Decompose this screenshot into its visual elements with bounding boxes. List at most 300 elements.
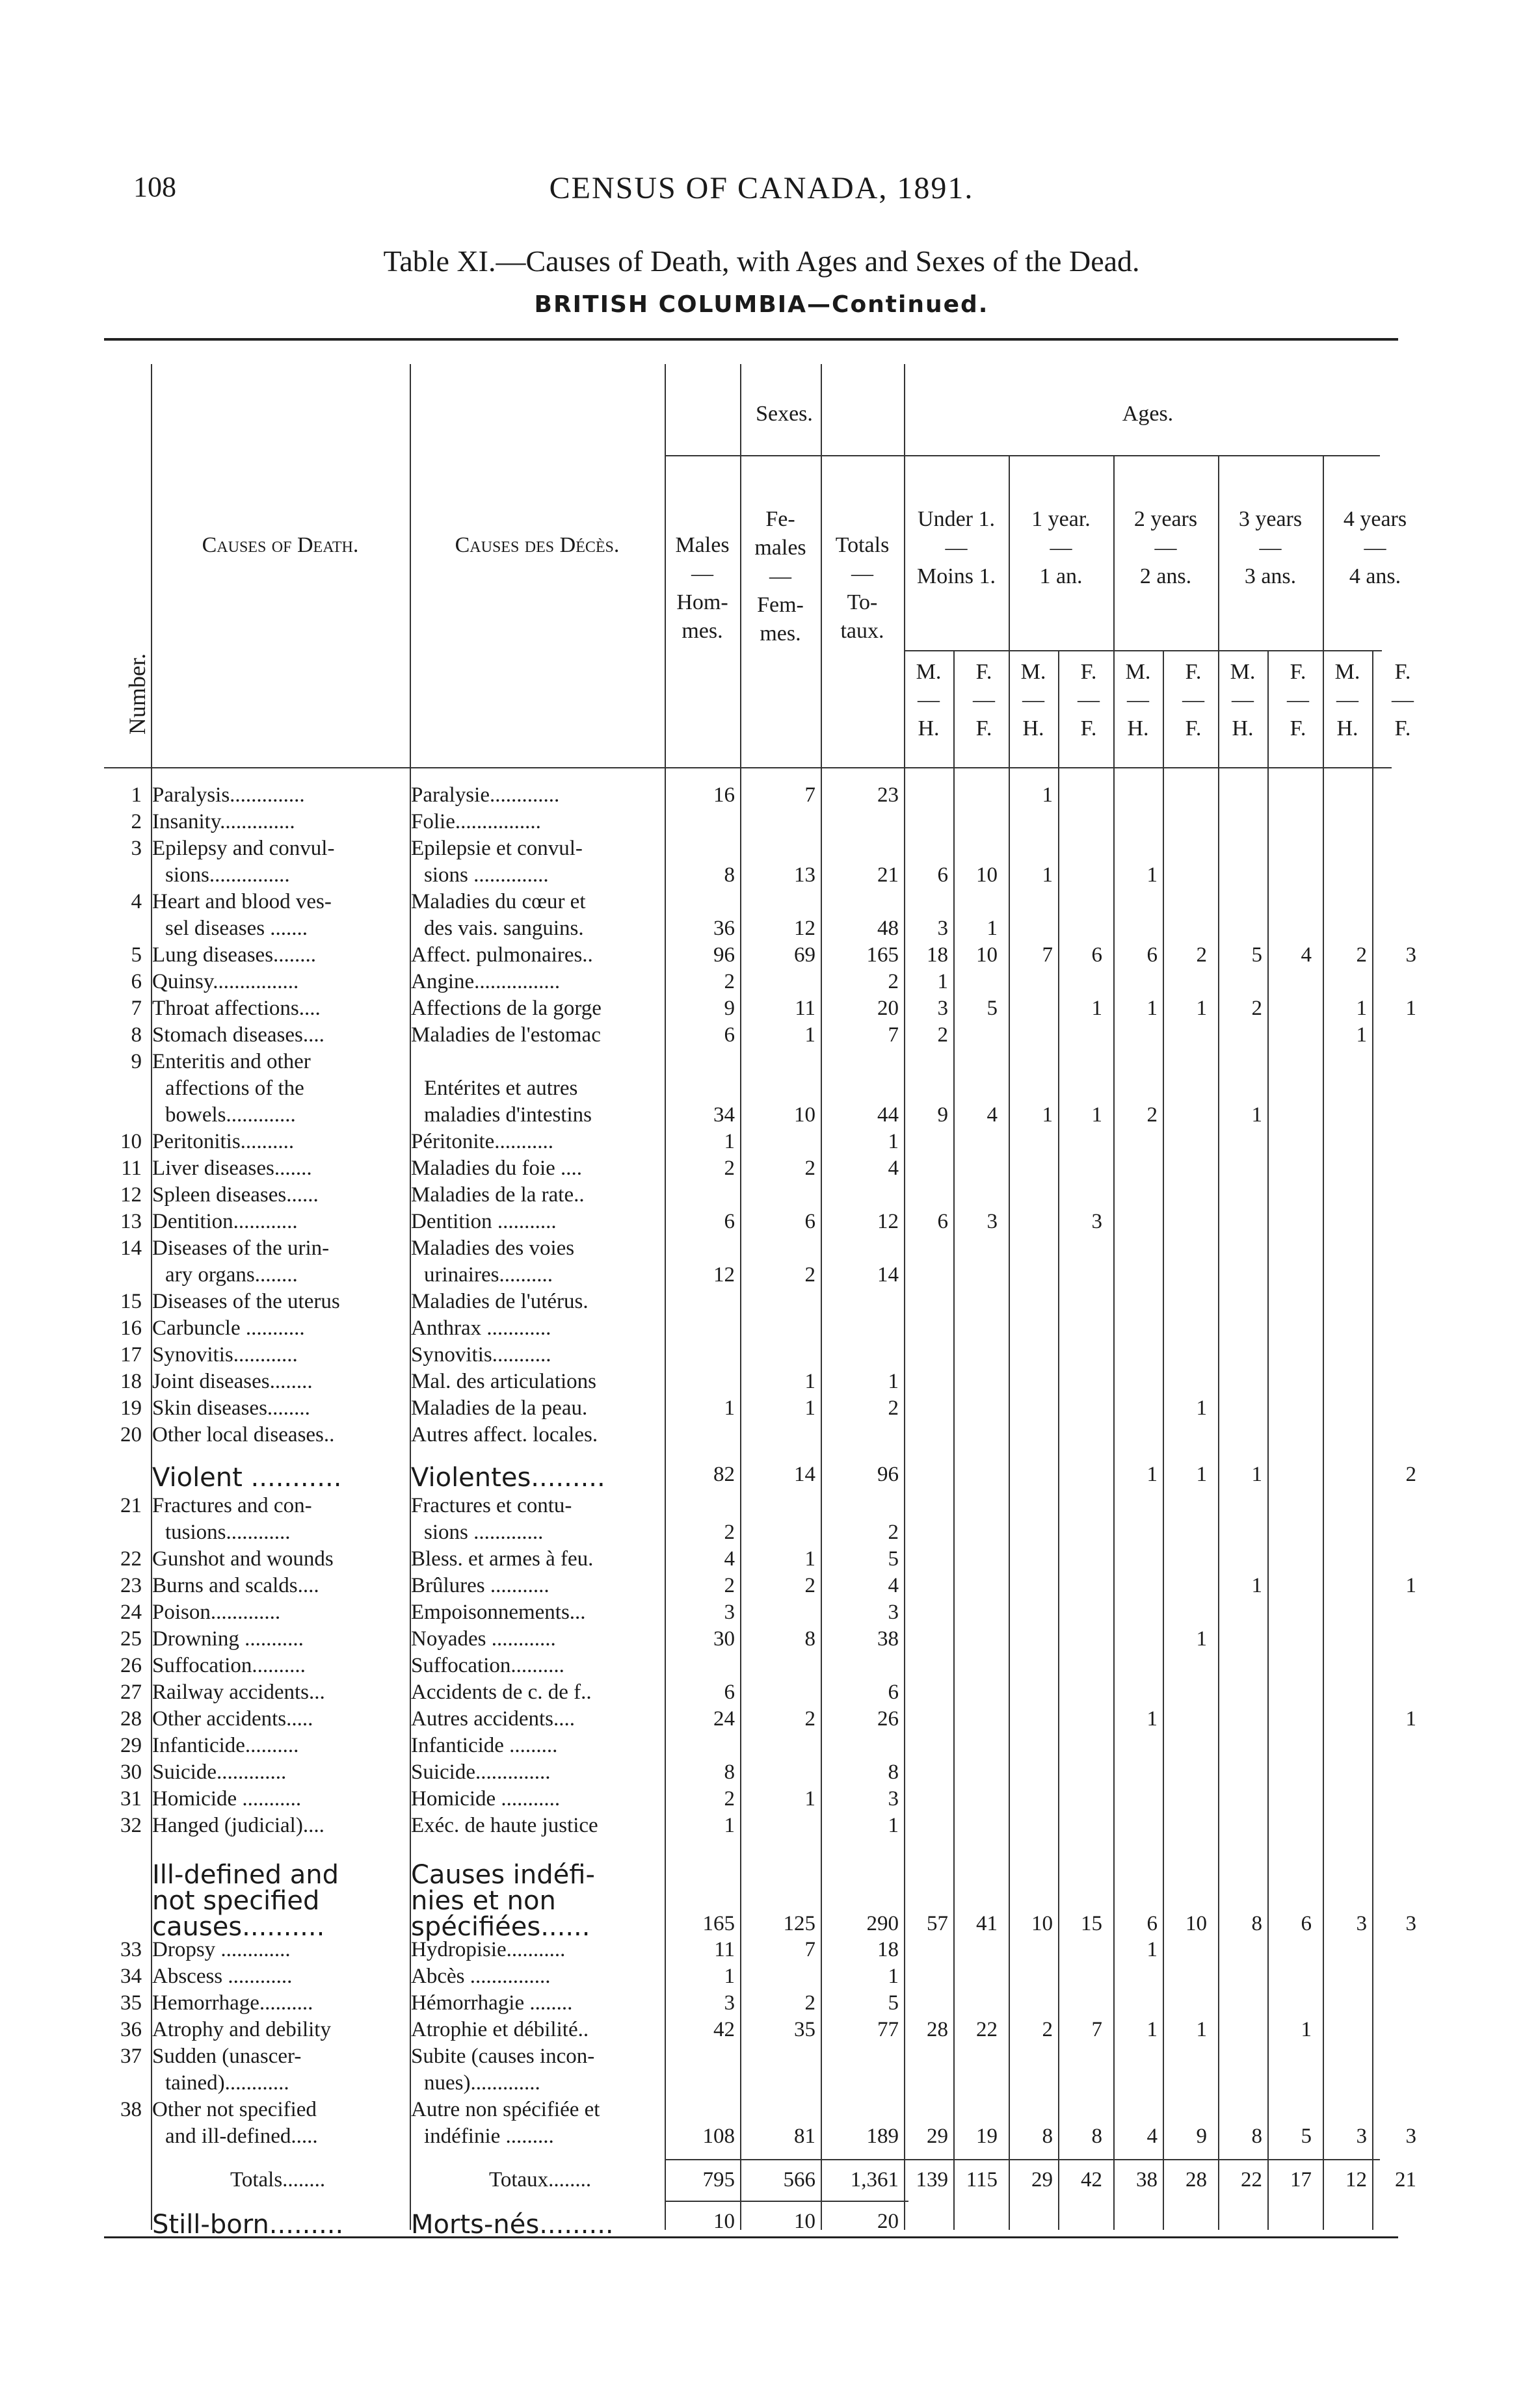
row-number: 32	[120, 1814, 142, 1837]
males-value: 8	[724, 1760, 735, 1784]
sex-code-header: M.	[916, 660, 942, 684]
age-value: 42	[1081, 2168, 1102, 2192]
age-value: 1	[1146, 1938, 1158, 1961]
totals-value: 1	[888, 1370, 899, 1393]
sex-code-header: F.	[1290, 660, 1306, 684]
males-value: 3	[724, 1601, 735, 1624]
cause-fr: Péritonite...........	[411, 1130, 554, 1153]
age-value: 4	[1146, 2125, 1158, 2148]
cause-en: bowels.............	[165, 1103, 296, 1127]
females-header: Fe-	[765, 507, 795, 531]
cause-fr: maladies d'intestins	[424, 1103, 592, 1127]
row-number: 29	[120, 1734, 142, 1757]
females-value: 13	[794, 863, 815, 887]
age-value: 1	[1405, 1574, 1416, 1597]
totals-value: 5	[888, 1547, 899, 1571]
totals-header: Totals	[835, 533, 890, 557]
age-group-header: 1 year.	[1031, 507, 1091, 531]
page-number: 108	[133, 171, 176, 203]
cause-fr: Autre non spécifiée et	[411, 2098, 600, 2121]
males-value: 165	[702, 1912, 735, 1935]
males-value: 82	[713, 1463, 735, 1486]
row-number: 37	[120, 2045, 142, 2068]
totals-header: To-	[847, 590, 878, 614]
totals-value: 20	[877, 2210, 899, 2233]
causes-en-header: Causes of Death.	[202, 533, 359, 557]
cause-en: Homicide ...........	[152, 1787, 302, 1811]
females-value: 2	[804, 1707, 815, 1731]
males-value: 3	[724, 1991, 735, 2015]
cause-en: Heart and blood ves-	[152, 890, 332, 913]
totals-value: 8	[888, 1760, 899, 1784]
cause-en: ary organs........	[165, 1263, 298, 1287]
totals-en: Totals........	[230, 2168, 326, 2192]
stillborn-en: Still-born.........	[152, 2210, 344, 2240]
age-value: 1	[1146, 863, 1158, 887]
females-value: 10	[794, 1103, 815, 1127]
cause-en: Stomach diseases....	[152, 1023, 324, 1047]
age-value: 10	[1185, 1912, 1207, 1935]
females-value: 7	[804, 783, 815, 807]
age-value: 5	[1301, 2125, 1312, 2148]
sex-code-header: M.	[1125, 660, 1151, 684]
age-value: 3	[1405, 943, 1416, 967]
cause-en: Other accidents.....	[152, 1707, 313, 1731]
illdefined-fr: Causes indéfi-	[411, 1860, 595, 1890]
age-value: 29	[927, 2125, 948, 2148]
cause-fr: sions ..............	[424, 863, 549, 887]
sex-code-header: —	[973, 688, 995, 712]
males-value: 16	[713, 783, 735, 807]
cause-en: Epilepsy and convul-	[152, 837, 335, 860]
sex-code-header: F.	[1185, 716, 1202, 740]
row-number: 30	[120, 1760, 142, 1784]
age-group-header: 1 an.	[1039, 564, 1083, 588]
row-number: 34	[120, 1965, 142, 1988]
age-value: 6	[1301, 1912, 1312, 1935]
age-group-header: 2 ans.	[1139, 564, 1192, 588]
row-number: 25	[120, 1627, 142, 1651]
females-value: 1	[804, 1547, 815, 1571]
males-value: 1	[724, 1814, 735, 1837]
age-group-header: 3 years	[1238, 507, 1303, 531]
cause-fr: Abcès ...............	[411, 1965, 551, 1988]
row-number: 2	[131, 810, 142, 833]
column-rule	[1058, 650, 1059, 2230]
row-number: 3	[131, 837, 142, 860]
stillborn-rule	[665, 2201, 908, 2202]
sex-code-header: F.	[1394, 660, 1411, 684]
column-rule	[1163, 650, 1164, 2230]
cause-en: Quinsy................	[152, 970, 299, 993]
column-rule	[1267, 650, 1269, 2230]
totals-value: 1	[888, 1965, 899, 1988]
totals-value: 21	[877, 863, 899, 887]
row-number: 26	[120, 1654, 142, 1677]
cause-en: affections of the	[165, 1077, 304, 1100]
males-value: 8	[724, 863, 735, 887]
males-value: 36	[713, 917, 735, 940]
cause-fr: Brûlures ...........	[411, 1574, 550, 1597]
cause-en: Drowning ...........	[152, 1627, 304, 1651]
sex-code-header: F.	[975, 660, 992, 684]
age-value: 1	[1405, 997, 1416, 1020]
sex-code-header: —	[1232, 688, 1254, 712]
cause-en: sions...............	[165, 863, 290, 887]
row-number: 36	[120, 2018, 142, 2041]
illdefined-fr: spécifiées......	[411, 1912, 590, 1942]
age-group-header: 4 years	[1343, 507, 1407, 531]
age-value: 8	[1091, 2125, 1102, 2148]
sex-code-header: —	[1182, 688, 1204, 712]
age-value: 1	[1196, 997, 1207, 1020]
age-value: 3	[1405, 2125, 1416, 2148]
cause-en: Paralysis..............	[152, 783, 305, 807]
cause-en: Suicide.............	[152, 1760, 287, 1784]
females-value: 566	[783, 2168, 815, 2192]
males-value: 795	[702, 2168, 735, 2192]
cause-en: Railway accidents...	[152, 1681, 325, 1704]
age-value: 21	[1395, 2168, 1416, 2192]
age-value: 1	[1405, 1707, 1416, 1731]
cause-fr: Angine................	[411, 970, 561, 993]
age-value: 6	[937, 1210, 948, 1233]
row-number: 38	[120, 2098, 142, 2121]
cause-en: Synovitis............	[152, 1343, 298, 1367]
sex-code-header: —	[1287, 688, 1309, 712]
males-value: 2	[724, 1787, 735, 1811]
cause-fr: Affections de la gorge	[411, 997, 602, 1020]
row-number: 33	[120, 1938, 142, 1961]
cause-en: Abscess ............	[152, 1965, 293, 1988]
age-value: 29	[1031, 2168, 1053, 2192]
cause-en: tusions............	[165, 1521, 291, 1544]
cause-en: Hanged (judicial)....	[152, 1814, 324, 1837]
totals-value: 3	[888, 1601, 899, 1624]
age-value: 17	[1290, 2168, 1312, 2192]
sex-code-header: H.	[918, 716, 940, 740]
cause-en: Carbuncle ...........	[152, 1316, 305, 1340]
age-value: 1	[1146, 1707, 1158, 1731]
males-value: 4	[724, 1547, 735, 1571]
row-number: 13	[120, 1210, 142, 1233]
cause-fr: Maladies du cœur et	[411, 890, 586, 913]
row-number: 16	[120, 1316, 142, 1340]
age-group-header: —	[1050, 536, 1072, 560]
age-value: 2	[1196, 943, 1207, 967]
ages-header: Ages.	[1122, 402, 1174, 426]
row-number: 15	[120, 1290, 142, 1313]
cause-fr: Maladies de l'estomac	[411, 1023, 601, 1047]
males-value: 2	[724, 1157, 735, 1180]
cause-fr: Synovitis...........	[411, 1343, 551, 1367]
males-value: 6	[724, 1023, 735, 1047]
sex-code-header: H.	[1232, 716, 1254, 740]
females-value: 35	[794, 2018, 815, 2041]
cause-en: sel diseases .......	[165, 917, 308, 940]
age-value: 1	[1251, 1463, 1262, 1486]
cause-fr: Paralysie.............	[411, 783, 560, 807]
females-value: 7	[804, 1938, 815, 1961]
cause-en: Insanity..............	[152, 810, 295, 833]
number-column-label: Number.	[124, 653, 150, 735]
age-value: 1	[1196, 1463, 1207, 1486]
cause-en: Throat affections....	[152, 997, 321, 1020]
totals-value: 4	[888, 1574, 899, 1597]
males-header: mes.	[682, 619, 723, 643]
cause-en: Gunshot and wounds	[152, 1547, 334, 1571]
cause-fr: Exéc. de haute justice	[411, 1814, 598, 1837]
totals-value: 1,361	[850, 2168, 899, 2192]
row-number: 18	[120, 1370, 142, 1393]
males-header: —	[691, 562, 713, 586]
sex-code-header: —	[1127, 688, 1149, 712]
cause-fr: Bless. et armes à feu.	[411, 1547, 594, 1571]
sex-code-header: —	[918, 688, 940, 712]
age-value: 19	[976, 2125, 998, 2148]
age-value: 1	[987, 917, 998, 940]
age-value: 1	[1146, 997, 1158, 1020]
males-value: 42	[713, 2018, 735, 2041]
sexes-header: Sexes.	[756, 402, 813, 426]
cause-en: Infanticide..........	[152, 1734, 299, 1757]
age-value: 10	[976, 863, 998, 887]
age-value: 1	[1251, 1103, 1262, 1127]
row-number: 9	[131, 1050, 142, 1073]
age-value: 10	[976, 943, 998, 967]
females-header: males	[754, 536, 806, 560]
cause-fr: Hémorrhagie ........	[411, 1991, 573, 2015]
cause-en: Diseases of the urin-	[152, 1237, 330, 1260]
cause-fr: Empoisonnements...	[411, 1601, 586, 1624]
age-value: 3	[1091, 1210, 1102, 1233]
age-value: 28	[1185, 2168, 1207, 2192]
totals-value: 1	[888, 1130, 899, 1153]
header-rule	[665, 455, 1380, 456]
sex-code-header: F.	[1080, 660, 1097, 684]
cause-en: Peritonitis..........	[152, 1130, 295, 1153]
sex-code-header: —	[1022, 688, 1044, 712]
totals-value: 165	[866, 943, 899, 967]
totals-value: 5	[888, 1991, 899, 2015]
illdefined-en: causes..........	[152, 1912, 325, 1942]
females-value: 1	[804, 1787, 815, 1811]
row-number: 24	[120, 1601, 142, 1624]
males-value: 11	[714, 1938, 735, 1961]
causes-fr-header: Causes des Décès.	[455, 533, 620, 557]
cause-fr: Suffocation..........	[411, 1654, 564, 1677]
age-value: 3	[1356, 1912, 1367, 1935]
cause-fr: Hydropisie...........	[411, 1938, 566, 1961]
males-value: 2	[724, 970, 735, 993]
females-value: 2	[804, 1991, 815, 2015]
age-value: 1	[1196, 1396, 1207, 1420]
totals-value: 2	[888, 1396, 899, 1420]
females-value: 1	[804, 1023, 815, 1047]
cause-en: Other not specified	[152, 2098, 317, 2121]
age-value: 6	[1146, 943, 1158, 967]
illdefined-fr: nies et non	[411, 1886, 556, 1916]
cause-fr: Atrophie et débilité..	[411, 2018, 589, 2041]
age-value: 1	[1146, 2018, 1158, 2041]
illdefined-en: Ill-defined and	[152, 1860, 339, 1890]
cause-fr: Fractures et contu-	[411, 1494, 572, 1517]
age-value: 57	[927, 1912, 948, 1935]
age-value: 1	[1042, 783, 1053, 807]
cause-en: Dentition............	[152, 1210, 298, 1233]
age-group-header: 2 years	[1133, 507, 1198, 531]
age-value: 115	[966, 2168, 998, 2192]
age-value: 1	[1091, 997, 1102, 1020]
age-value: 3	[1356, 2125, 1367, 2148]
males-value: 30	[713, 1627, 735, 1651]
row-number: 10	[120, 1130, 142, 1153]
header-rule	[104, 767, 1392, 768]
totals-value: 38	[877, 1627, 899, 1651]
age-value: 3	[937, 997, 948, 1020]
sex-code-header: M.	[1334, 660, 1360, 684]
header-rule	[904, 650, 1382, 651]
totals-value: 96	[877, 1463, 899, 1486]
violent-en: Violent ...........	[152, 1463, 342, 1493]
cause-fr: Homicide ...........	[411, 1787, 561, 1811]
sex-code-header: F.	[1394, 716, 1411, 740]
age-value: 12	[1345, 2168, 1367, 2192]
cause-en: Hemorrhage..........	[152, 1991, 313, 2015]
sex-code-header: —	[1392, 688, 1414, 712]
sex-code-header: H.	[1336, 716, 1358, 740]
females-value: 125	[783, 1912, 815, 1935]
row-number: 8	[131, 1023, 142, 1047]
age-value: 4	[987, 1103, 998, 1127]
females-value: 2	[804, 1574, 815, 1597]
cause-fr: Maladies de l'utérus.	[411, 1290, 589, 1313]
females-header: Fem-	[757, 593, 804, 617]
row-number: 21	[120, 1494, 142, 1517]
row-number: 11	[121, 1157, 142, 1180]
totals-value: 3	[888, 1787, 899, 1811]
row-number: 1	[131, 783, 142, 807]
age-value: 1	[1042, 1103, 1053, 1127]
males-value: 1	[724, 1396, 735, 1420]
age-value: 2	[1356, 943, 1367, 967]
age-group-header: —	[1364, 536, 1386, 560]
males-value: 2	[724, 1521, 735, 1544]
sex-code-header: F.	[1080, 716, 1097, 740]
cause-en: Fractures and con-	[152, 1494, 312, 1517]
males-value: 10	[713, 2210, 735, 2233]
age-value: 18	[927, 943, 948, 967]
cause-en: Other local diseases..	[152, 1423, 335, 1446]
males-value: 6	[724, 1210, 735, 1233]
females-value: 11	[795, 997, 815, 1020]
females-value: 10	[794, 2210, 815, 2233]
cause-fr: nues).............	[424, 2071, 540, 2095]
cause-fr: indéfinie .........	[424, 2125, 554, 2148]
totals-value: 189	[866, 2125, 899, 2148]
cause-fr: Autres affect. locales.	[411, 1423, 598, 1446]
females-header: mes.	[760, 622, 801, 646]
totals-value: 14	[877, 1263, 899, 1287]
males-value: 108	[702, 2125, 735, 2148]
age-value: 4	[1301, 943, 1312, 967]
cause-fr: Infanticide .........	[411, 1734, 558, 1757]
age-value: 3	[987, 1210, 998, 1233]
age-value: 7	[1042, 943, 1053, 967]
totals-value: 48	[877, 917, 899, 940]
males-value: 1	[724, 1130, 735, 1153]
females-value: 2	[804, 1157, 815, 1180]
totals-value: 26	[877, 1707, 899, 1731]
row-number: 19	[120, 1396, 142, 1420]
cause-fr: Noyades ............	[411, 1627, 556, 1651]
age-value: 5	[1251, 943, 1262, 967]
illdefined-en: not specified	[152, 1886, 320, 1916]
age-group-header: 4 ans.	[1349, 564, 1401, 588]
totals-value: 20	[877, 997, 899, 1020]
cause-fr: Dentition ...........	[411, 1210, 557, 1233]
cause-fr: des vais. sanguins.	[424, 917, 584, 940]
column-rule	[1372, 650, 1373, 2230]
cause-fr: Affect. pulmonaires..	[411, 943, 593, 967]
age-value: 1	[1196, 2018, 1207, 2041]
females-value: 69	[794, 943, 815, 967]
cause-en: Lung diseases........	[152, 943, 317, 967]
sex-code-header: F.	[975, 716, 992, 740]
males-header: Males	[675, 533, 730, 557]
age-value: 1	[1356, 997, 1367, 1020]
cause-en: Sudden (unascer-	[152, 2045, 302, 2068]
age-value: 1	[1251, 1574, 1262, 1597]
age-value: 22	[1241, 2168, 1262, 2192]
totals-value: 2	[888, 970, 899, 993]
cause-fr: Maladies de la rate..	[411, 1183, 585, 1207]
row-number: 4	[131, 890, 142, 913]
column-rule	[904, 364, 905, 2230]
age-value: 1	[1196, 1627, 1207, 1651]
age-value: 139	[916, 2168, 948, 2192]
age-value: 1	[1042, 863, 1053, 887]
totals-value: 2	[888, 1521, 899, 1544]
row-number: 27	[120, 1681, 142, 1704]
row-number: 14	[120, 1237, 142, 1260]
sex-code-header: M.	[1230, 660, 1256, 684]
sex-code-header: F.	[1185, 660, 1202, 684]
males-value: 6	[724, 1681, 735, 1704]
totals-value: 6	[888, 1681, 899, 1704]
totals-value: 77	[877, 2018, 899, 2041]
cause-fr: Folie................	[411, 810, 541, 833]
sex-code-header: H.	[1127, 716, 1149, 740]
sex-code-header: —	[1336, 688, 1358, 712]
age-group-header: Under 1.	[918, 507, 995, 531]
age-value: 2	[1251, 997, 1262, 1020]
row-number: 17	[120, 1343, 142, 1367]
totals-fr: Totaux........	[489, 2168, 592, 2192]
cause-en: and ill-defined.....	[165, 2125, 318, 2148]
females-value: 81	[794, 2125, 815, 2148]
age-value: 22	[976, 2018, 998, 2041]
cause-fr: Maladies du foie ....	[411, 1157, 583, 1180]
males-value: 24	[713, 1707, 735, 1731]
age-value: 28	[927, 2018, 948, 2041]
cause-en: Dropsy .............	[152, 1938, 291, 1961]
age-group-header: —	[1259, 536, 1282, 560]
totals-value: 12	[877, 1210, 899, 1233]
age-value: 8	[1251, 1912, 1262, 1935]
males-value: 34	[713, 1103, 735, 1127]
age-value: 8	[1042, 2125, 1053, 2148]
